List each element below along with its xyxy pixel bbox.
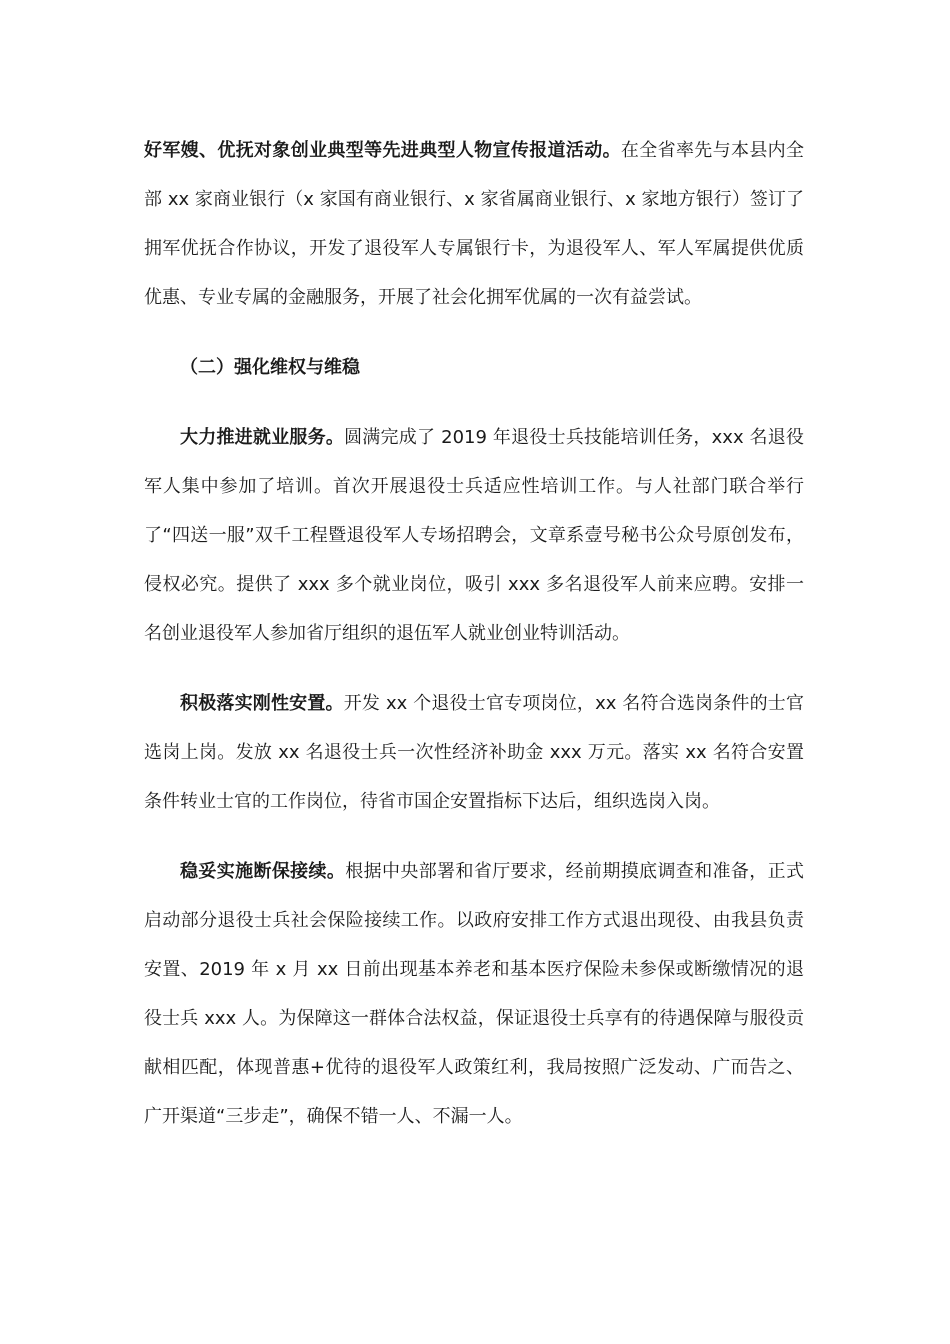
paragraph-lead: 积极落实刚性安置。 bbox=[180, 693, 344, 714]
paragraph-text: 开发 xx 个退役士官专项岗位，xx 名符合选岗条件的士官选岗上岗。发放 xx 名退役士兵一次性经济补助金 xxx 万元。落实 xx 名符合安置条件转业士官的工作岗位，待省市国企安置指标下达后，组织选岗入岗。 bbox=[144, 693, 804, 812]
document-body bbox=[144, 126, 804, 1141]
paragraph-text: 根据中央部署和省厅要求，经前期摸底调查和准备，正式启动部分退役士兵社会保险接续工作。以政府安排工作方式退出现役、由我县负责安置、2019 年 x 月 xx 日前出现基本养老和基本医疗保险未参保或断缴情况的退役士兵 xxx 人。为保障这一群体合法权益，保证退役士兵享有的待遇保障与服役贡献相匹配，体现普惠+优待的退役军人政策红利，我局按照广泛发动、广而告之、广开渠道“三步走”，确保不错一人、不漏一人。 bbox=[144, 861, 805, 1127]
paragraph-insurance-continuation bbox=[144, 847, 804, 1141]
paragraph-bold-intro: 好军嫂、优抚对象创业典型等先进典型人物宣传报道活动。 bbox=[144, 140, 621, 161]
paragraph-placement bbox=[144, 679, 804, 826]
paragraph-text: 在全省率先与本县内全部 xx 家商业银行（x 家国有商业银行、x 家省属商业银行、x 家地方银行）签订了拥军优抚合作协议，开发了退役军人专属银行卡，为退役军人、军人军属提供优质优惠、专业专属的金融服务，开展了社会化拥军优属的一次有益尝试。 bbox=[144, 140, 805, 308]
paragraph-bank-cooperation bbox=[144, 126, 804, 322]
paragraph-lead: 稳妥实施断保接续。 bbox=[180, 861, 346, 882]
paragraph-lead: 大力推进就业服务。 bbox=[180, 427, 345, 448]
section-heading: （二）强化维权与维稳 bbox=[180, 357, 360, 378]
paragraph-employment-services bbox=[144, 413, 804, 658]
paragraph-text: 圆满完成了 2019 年退役士兵技能培训任务，xxx 名退役军人集中参加了培训。首次开展退役士兵适应性培训工作。与人社部门联合举行了“四送一服”双千工程暨退役军人专场招聘会，文章系壹号秘书公众号原创发布，侵权必究。提供了 xxx 多个就业岗位，吸引 xxx 多名退役军人前来应聘。安排一名创业退役军人参加省厅组织的退伍军人就业创业特训活动。 bbox=[144, 427, 805, 644]
